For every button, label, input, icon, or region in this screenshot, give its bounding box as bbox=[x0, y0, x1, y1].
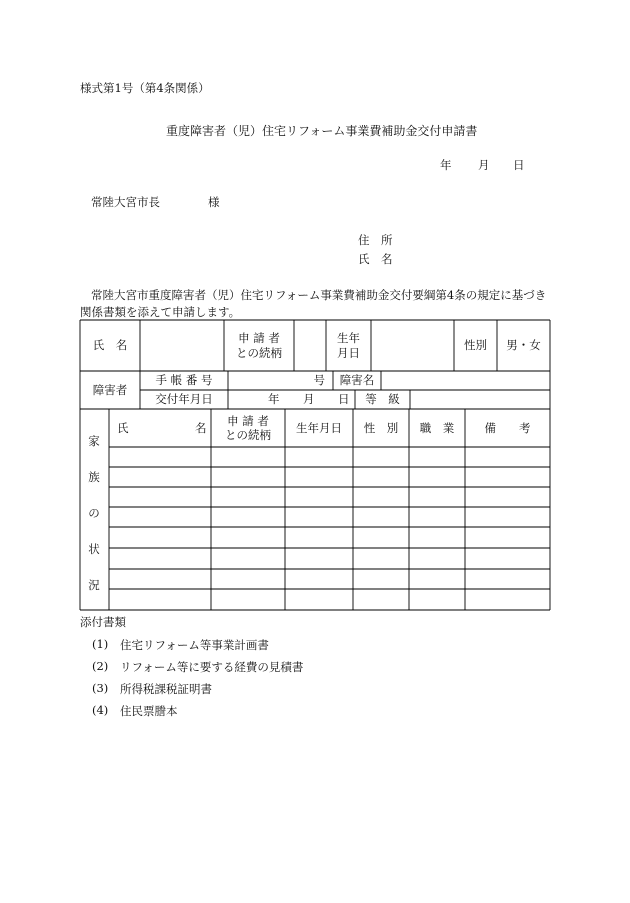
family-remarks-header: 備 考 bbox=[484, 420, 531, 435]
attachment-item: 所得税課税証明書 bbox=[120, 682, 212, 696]
family-side-char: 状 bbox=[88, 542, 100, 556]
family-side-char: の bbox=[88, 506, 100, 520]
table-row[interactable] bbox=[109, 447, 550, 467]
addressee-name: 常陸大宮市長 bbox=[91, 195, 160, 209]
birth-label bbox=[326, 320, 371, 371]
attachment-item: 住宅リフォーム等事業計画書 bbox=[120, 638, 269, 652]
table-row[interactable] bbox=[109, 569, 550, 589]
issue-date-cell[interactable] bbox=[228, 390, 355, 409]
name-label: 氏 名 bbox=[92, 338, 128, 353]
relation-label bbox=[224, 320, 294, 371]
family-job-header: 職 業 bbox=[419, 420, 455, 435]
family-relation-header-line-2: との続柄 bbox=[225, 428, 271, 442]
sex-label: 性別 bbox=[464, 338, 487, 353]
issue-date-label: 交付年月日 bbox=[155, 392, 213, 407]
issue-day-label: 日 bbox=[338, 392, 350, 407]
table-row[interactable] bbox=[109, 507, 550, 527]
disability-name-label: 障害名 bbox=[339, 373, 375, 388]
disabled-label: 障害者 bbox=[92, 382, 128, 397]
attachments-heading: 添付書類 bbox=[80, 615, 126, 629]
table-row[interactable] bbox=[109, 548, 550, 569]
body-line-1: 常陸大宮市重度障害者（児）住宅リフォーム事業費補助金交付要綱第4条の規定に基づき bbox=[91, 288, 547, 302]
family-name-header-b: 名 bbox=[195, 421, 207, 435]
notebook-number-label: 手 帳 番 号 bbox=[155, 373, 213, 388]
date-month-label: 月 bbox=[478, 158, 490, 172]
relation-label-line-2: との続柄 bbox=[236, 345, 282, 360]
address-label: 住 所 bbox=[358, 233, 393, 247]
table-row[interactable] bbox=[109, 487, 550, 507]
date-year-label: 年 bbox=[440, 158, 452, 172]
birth-label-line-1: 生年 bbox=[337, 331, 360, 346]
relation-label-line-1: 申 請 者 bbox=[238, 331, 280, 346]
family-birth-header: 生年月日 bbox=[296, 420, 342, 435]
sex-value[interactable]: 男・女 bbox=[506, 338, 541, 353]
grade-cell[interactable] bbox=[410, 390, 550, 409]
addressee-honorific: 様 bbox=[208, 195, 220, 209]
family-relation-header-line-1: 申 請 者 bbox=[227, 413, 269, 428]
birth-input-cell[interactable] bbox=[371, 320, 454, 371]
attachment-item: 住民票謄本 bbox=[120, 704, 178, 718]
form-number: 様式第1号（第4条関係） bbox=[80, 81, 210, 95]
table-row[interactable] bbox=[109, 467, 550, 487]
relation-input-cell[interactable] bbox=[294, 320, 326, 371]
grade-label: 等 級 bbox=[365, 392, 400, 407]
attachment-item: リフォーム等に要する経費の見積書 bbox=[120, 660, 304, 674]
number-suffix: 号 bbox=[313, 373, 325, 388]
family-relation-header bbox=[211, 409, 285, 447]
disability-name-cell[interactable] bbox=[381, 371, 550, 390]
table-row[interactable] bbox=[109, 527, 550, 548]
issue-month-label: 月 bbox=[303, 392, 315, 407]
date-day-label: 日 bbox=[513, 158, 525, 172]
family-side-char: 況 bbox=[88, 578, 100, 592]
family-side-char: 家 bbox=[88, 434, 100, 448]
attachment-num: (2) bbox=[92, 659, 109, 673]
name-input-cell[interactable] bbox=[140, 320, 224, 371]
birth-label-line-2: 月日 bbox=[337, 345, 360, 360]
table-row[interactable] bbox=[109, 589, 550, 610]
attachment-num: (4) bbox=[92, 703, 109, 717]
family-side-char: 族 bbox=[88, 470, 100, 484]
family-name-header-a: 氏 bbox=[117, 421, 129, 435]
attachment-num: (3) bbox=[92, 681, 109, 695]
page-title: 重度障害者（児）住宅リフォーム事業費補助金交付申請書 bbox=[166, 124, 478, 138]
applicant-name-label: 氏 名 bbox=[358, 252, 393, 266]
body-line-2: 関係書類を添えて申請します。 bbox=[80, 305, 241, 319]
notebook-number-cell[interactable] bbox=[228, 371, 325, 390]
family-sex-header: 性 別 bbox=[363, 420, 399, 435]
family-name-header bbox=[109, 409, 211, 447]
attachment-num: (1) bbox=[92, 637, 109, 651]
issue-year-label: 年 bbox=[268, 392, 280, 407]
